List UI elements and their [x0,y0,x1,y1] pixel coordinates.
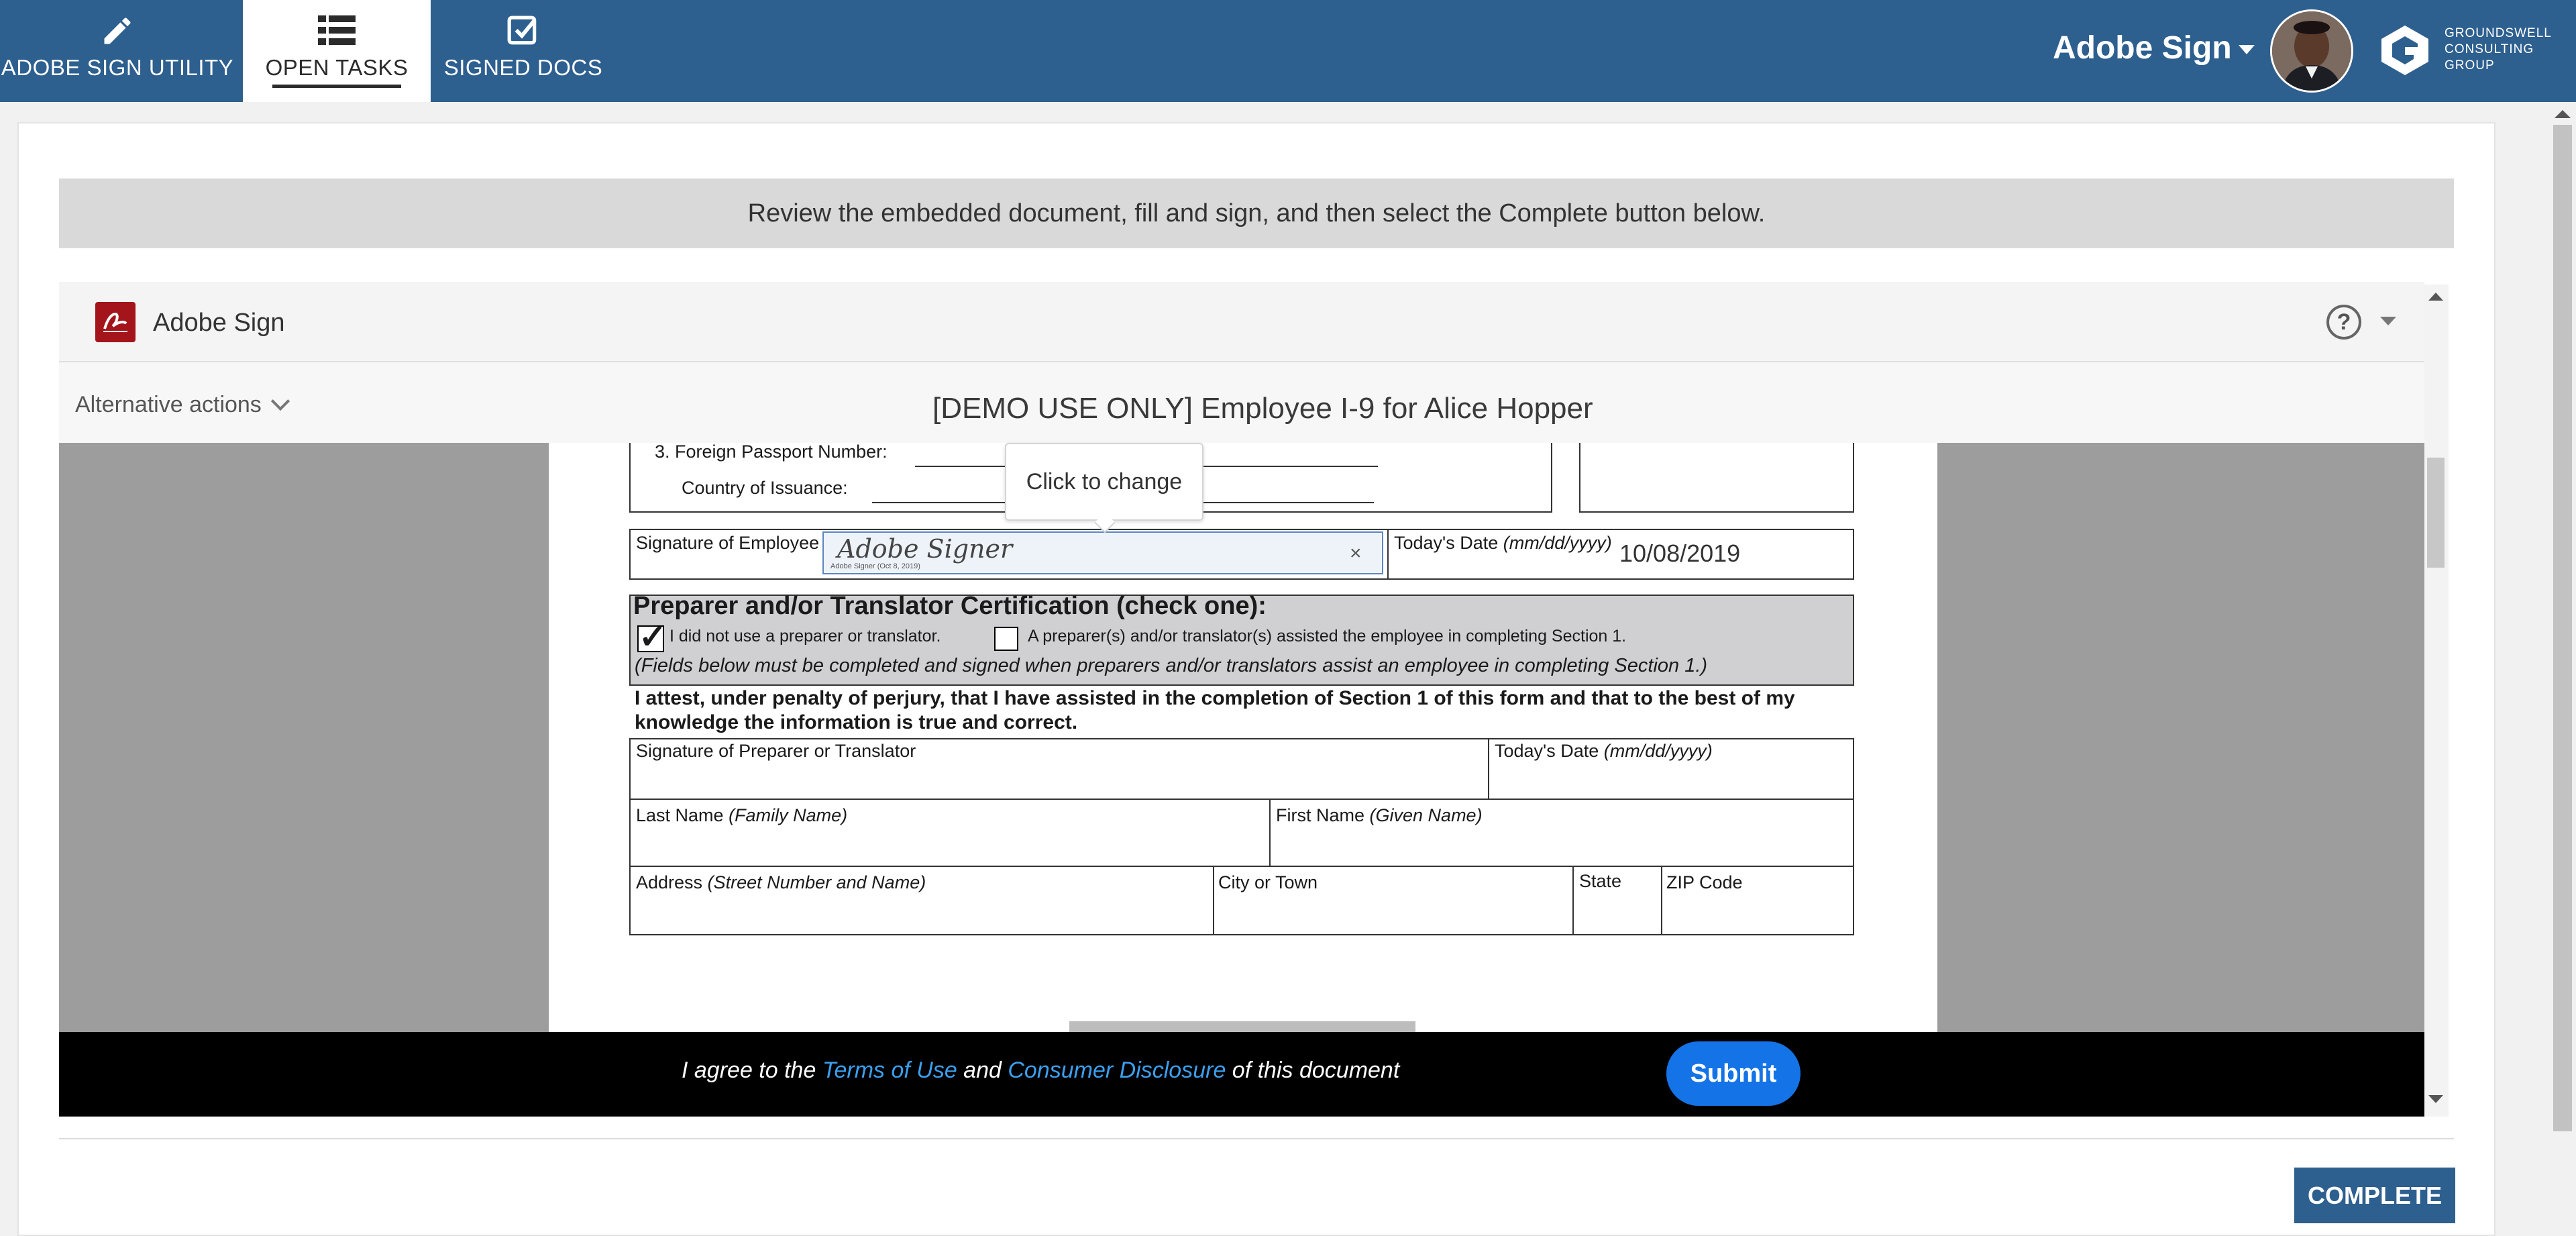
address-hint: (Street Number and Name) [707,872,926,892]
date-label-text: Today's Date [1495,741,1599,761]
submit-button[interactable]: Submit [1666,1041,1801,1106]
page-scroll-thumb[interactable] [2553,125,2572,1131]
row-divider [629,799,1854,800]
address-text: Address [636,872,703,892]
logo-line: GROUNDSWELL [2445,26,2552,40]
option-2-label: A preparer(s) and/or translator(s) assisted the employee in completing Section 1. [1028,627,1627,646]
date-format-text: (mm/dd/yyyy) [1503,533,1612,553]
preparer-assisted-checkbox[interactable] [994,627,1018,651]
tab-label: OPEN TASKS [265,55,409,80]
preparer-table [629,738,1854,935]
todays-date-label [1394,533,1612,554]
checkbox-icon [437,13,609,48]
first-name-label [1276,805,1483,826]
first-name-hint: (Given Name) [1369,805,1483,825]
attest-line-2: knowledge the information is true and correct. [635,711,1078,733]
alternative-actions-label: Alternative actions [75,392,262,417]
instruction-banner: Review the embedded document, fill and sign, and then select the Complete button below. [59,178,2454,248]
right-box [1579,443,1854,513]
caret-down-icon[interactable] [2380,317,2396,325]
chevron-down-icon [271,392,290,411]
preparer-date-label [1495,741,1713,762]
adobe-sign-logo-icon [95,302,136,342]
last-name-label [636,805,847,826]
sig-employee-label: Signature of Employee [636,533,820,553]
signature-fine-print: Adobe Signer (Oct 8, 2019) [830,562,920,570]
next-section-tab [1069,1021,1415,1032]
avatar[interactable] [2270,9,2353,93]
state-label: State [1579,871,1622,891]
logo-line: CONSULTING [2445,42,2534,56]
agreement-text [682,1058,1399,1084]
todays-date-value[interactable]: 10/08/2019 [1619,539,1741,567]
viewer-scrollbar[interactable] [2424,285,2449,1117]
adobe-sign-header [59,282,2424,362]
caret-down-icon [2239,45,2255,54]
cert-title: Preparer and/or Translator Certification (check one): [633,592,1267,620]
agree-prefix: I agree to the [682,1058,822,1083]
attest-line-1: I attest, under penalty of perjury, that I have assisted in the completion of Section 1 of this form and that to the best of my [635,687,1795,709]
adobe-sign-brand: Adobe Sign [153,309,285,337]
pencil-icon [0,13,235,48]
first-name-text: First Name [1276,805,1365,825]
signature-text: Adobe Signer [837,534,1013,564]
divider [1387,529,1389,580]
active-tab-underline [272,85,401,88]
tab-label: SIGNED DOCS [443,55,603,80]
tab-signed-docs[interactable] [437,0,609,102]
viewer-scroll-thumb[interactable] [2427,458,2445,568]
option-1-label: I did not use a preparer or translator. [669,627,941,646]
col-divider [1488,738,1489,799]
logo-wordmark [2445,25,2552,74]
col-divider [1661,866,1662,935]
col-divider [1213,866,1214,935]
app-menu-dropdown[interactable] [2053,30,2255,66]
country-label: Country of Issuance: [682,478,848,498]
agree-and: and [957,1058,1008,1083]
list-icon [243,13,431,48]
footer-divider [59,1138,2454,1139]
complete-button[interactable]: COMPLETE [2294,1168,2455,1223]
scroll-up-icon[interactable] [2555,110,2571,118]
app-menu-label: Adobe Sign [2053,30,2232,66]
click-to-change-tooltip[interactable]: Click to change [1005,443,1203,521]
scroll-up-icon[interactable] [2428,293,2443,301]
col-divider [1269,799,1271,866]
scroll-down-icon[interactable] [2428,1095,2443,1103]
tab-label: ADOBE SIGN UTILITY [1,55,234,80]
row-divider [629,866,1854,867]
consumer-disclosure-link[interactable]: Consumer Disclosure [1008,1058,1226,1083]
last-name-hint: (Family Name) [729,805,848,825]
checkmark-icon: ✓ [639,618,667,656]
col-divider [1572,866,1574,935]
cert-note: (Fields below must be completed and signed when preparers and/or translators assist an employee in completing Section 1.) [635,655,1708,676]
logo-line: GROUP [2445,58,2495,72]
agree-suffix: of this document [1226,1058,1400,1083]
address-label [636,872,926,893]
sig-preparer-label: Signature of Preparer or Translator [636,741,916,761]
terms-of-use-link[interactable]: Terms of Use [822,1058,957,1083]
alternative-actions-menu[interactable] [75,392,287,418]
tab-open-tasks[interactable] [243,0,431,102]
date-label-text: Today's Date [1394,533,1499,553]
passport-label: 3. Foreign Passport Number: [655,442,888,462]
last-name-text: Last Name [636,805,724,825]
help-icon[interactable]: ? [2326,305,2361,340]
clear-signature-icon[interactable]: × [1350,542,1362,564]
tab-adobe-sign-utility[interactable] [0,0,235,102]
city-label: City or Town [1218,872,1318,892]
date-format-text: (mm/dd/yyyy) [1603,741,1713,761]
document-title: [DEMO USE ONLY] Employee I-9 for Alice Hopper [932,392,1593,425]
zip-label: ZIP Code [1666,872,1743,892]
